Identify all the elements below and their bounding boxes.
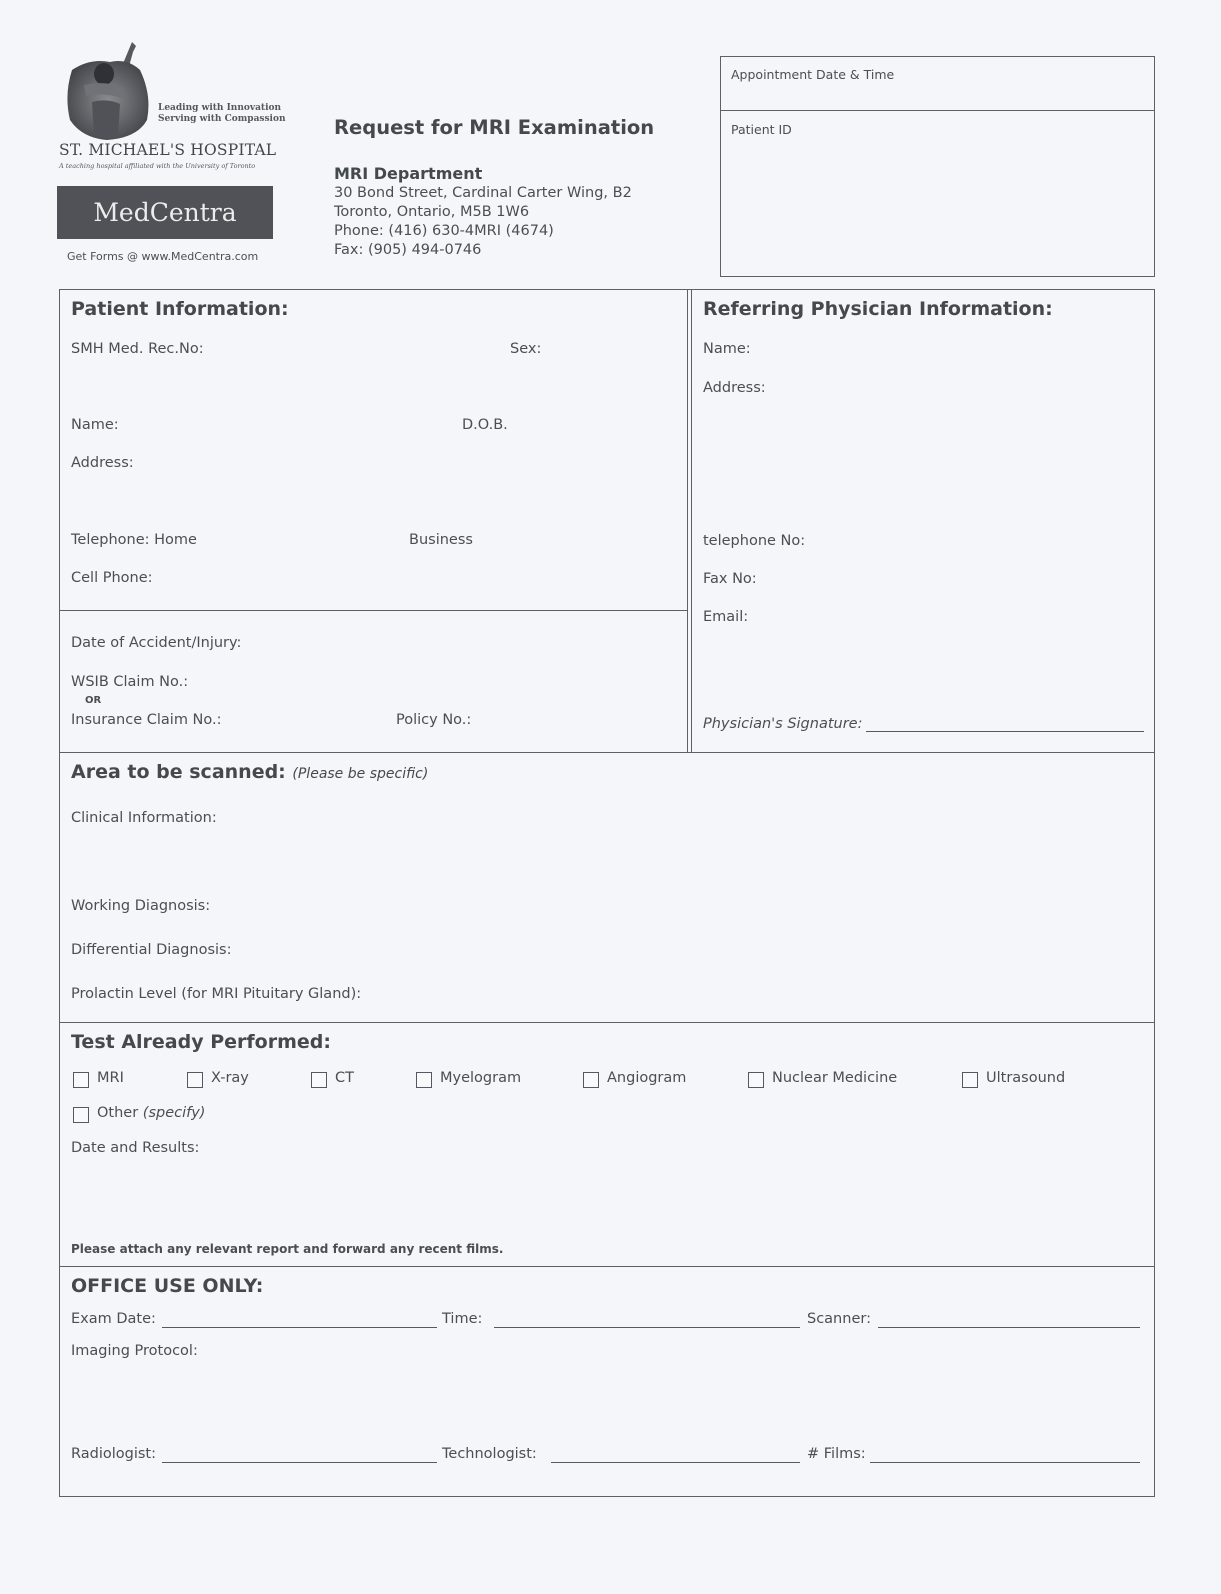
date-and-results-field[interactable] bbox=[200, 1136, 1145, 1226]
department-phone: Phone: (416) 630-4MRI (4674) bbox=[334, 223, 554, 239]
hospital-name: ST. MICHAEL'S HOSPITAL bbox=[59, 141, 277, 159]
appointment-date-time-field[interactable] bbox=[722, 88, 1152, 108]
ct-option-label: CT bbox=[335, 1070, 354, 1086]
myelogram-option-label: Myelogram bbox=[440, 1070, 522, 1086]
med-rec-no-label: SMH Med. Rec.No: bbox=[71, 341, 204, 357]
dob-field[interactable] bbox=[515, 413, 675, 435]
physician-address-label: Address: bbox=[703, 380, 766, 396]
working-diagnosis-label: Working Diagnosis: bbox=[71, 898, 211, 914]
form-title: Request for MRI Examination bbox=[334, 116, 655, 139]
or-label: OR bbox=[85, 695, 102, 706]
patient-id-field[interactable] bbox=[722, 142, 1152, 272]
physician-email-label: Email: bbox=[703, 609, 749, 625]
mri-option-label: MRI bbox=[97, 1070, 124, 1086]
physician-signature-line[interactable] bbox=[866, 731, 1144, 732]
dob-label: D.O.B. bbox=[462, 417, 508, 433]
department-address-line-1: 30 Bond Street, Cardinal Carter Wing, B2 bbox=[334, 185, 632, 201]
policy-no-label: Policy No.: bbox=[396, 712, 472, 728]
date-and-results-label: Date and Results: bbox=[71, 1140, 200, 1156]
physician-information-heading: Referring Physician Information: bbox=[703, 298, 1053, 320]
sex-field[interactable] bbox=[545, 338, 675, 360]
wsib-claim-label: WSIB Claim No.: bbox=[71, 674, 189, 690]
telephone-business-label: Business bbox=[409, 532, 473, 548]
sex-label: Sex: bbox=[510, 341, 542, 357]
insurance-claim-field[interactable] bbox=[230, 708, 390, 730]
tests-performed-heading: Test Already Performed: bbox=[71, 1031, 331, 1053]
insurance-claim-label: Insurance Claim No.: bbox=[71, 712, 222, 728]
physician-telephone-field[interactable] bbox=[812, 529, 1145, 551]
ultrasound-checkbox[interactable] bbox=[962, 1072, 978, 1088]
scanner-label: Scanner: bbox=[807, 1311, 871, 1327]
exam-date-line[interactable] bbox=[162, 1327, 437, 1328]
mri-checkbox[interactable] bbox=[73, 1072, 89, 1088]
patient-address-label: Address: bbox=[71, 455, 134, 471]
differential-diagnosis-label: Differential Diagnosis: bbox=[71, 942, 232, 958]
imaging-protocol-field[interactable] bbox=[205, 1339, 1145, 1429]
office-use-heading: OFFICE USE ONLY: bbox=[71, 1275, 264, 1297]
medcentra-banner: MedCentra bbox=[57, 186, 273, 239]
patient-name-label: Name: bbox=[71, 417, 119, 433]
area-scanned-field[interactable] bbox=[410, 760, 1145, 786]
xray-option-label: X-ray bbox=[211, 1070, 249, 1086]
med-rec-no-field[interactable] bbox=[215, 338, 495, 360]
area-scanned-hint: (Please be specific) bbox=[292, 766, 429, 782]
physician-email-field[interactable] bbox=[760, 605, 1145, 627]
time-label: Time: bbox=[442, 1311, 483, 1327]
physician-address-field[interactable] bbox=[770, 376, 1145, 506]
cell-phone-label: Cell Phone: bbox=[71, 570, 153, 586]
accident-date-field[interactable] bbox=[250, 631, 675, 653]
other-specify-hint: (specify) bbox=[142, 1105, 206, 1121]
radiologist-line[interactable] bbox=[162, 1462, 437, 1463]
nuclear-medicine-option-label: Nuclear Medicine bbox=[772, 1070, 898, 1086]
policy-no-field[interactable] bbox=[480, 708, 675, 730]
working-diagnosis-field[interactable] bbox=[220, 894, 1145, 916]
patient-information-heading: Patient Information: bbox=[71, 298, 289, 320]
physician-fax-label: Fax No: bbox=[703, 571, 757, 587]
ct-checkbox[interactable] bbox=[311, 1072, 327, 1088]
physician-telephone-label: telephone No: bbox=[703, 533, 806, 549]
technologist-line[interactable] bbox=[551, 1462, 800, 1463]
prolactin-level-field[interactable] bbox=[370, 982, 1145, 1004]
get-forms-link[interactable]: Get Forms @ www.MedCentra.com bbox=[67, 250, 259, 263]
accident-date-label: Date of Accident/Injury: bbox=[71, 635, 242, 651]
films-line[interactable] bbox=[870, 1462, 1140, 1463]
telephone-home-label: Telephone: Home bbox=[71, 532, 197, 548]
patient-id-label: Patient ID bbox=[731, 122, 792, 137]
attach-report-note: Please attach any relevant report and forward any recent films. bbox=[71, 1242, 504, 1256]
nuclear-medicine-checkbox[interactable] bbox=[748, 1072, 764, 1088]
imaging-protocol-label: Imaging Protocol: bbox=[71, 1343, 198, 1359]
other-checkbox[interactable] bbox=[73, 1107, 89, 1123]
appointment-date-time-label: Appointment Date & Time bbox=[731, 67, 895, 82]
patient-name-field[interactable] bbox=[125, 413, 455, 435]
physician-name-label: Name: bbox=[703, 341, 751, 357]
films-label: # Films: bbox=[807, 1446, 866, 1462]
telephone-business-field[interactable] bbox=[475, 528, 675, 550]
area-scanned-heading: Area to be scanned: (Please be specific) bbox=[71, 761, 429, 783]
other-option-label: Other (specify) bbox=[97, 1105, 206, 1121]
physician-signature-label: Physician's Signature: bbox=[703, 716, 863, 732]
department-name: MRI Department bbox=[334, 164, 483, 183]
exam-date-label: Exam Date: bbox=[71, 1311, 156, 1327]
physician-fax-field[interactable] bbox=[770, 567, 1145, 589]
time-line[interactable] bbox=[494, 1327, 800, 1328]
logo-tagline: Leading with Innovation Serving with Compassion bbox=[158, 103, 286, 124]
differential-diagnosis-field[interactable] bbox=[235, 938, 1145, 960]
department-address-line-2: Toronto, Ontario, M5B 1W6 bbox=[334, 204, 530, 220]
clinical-information-field[interactable] bbox=[225, 806, 1145, 876]
prolactin-level-label: Prolactin Level (for MRI Pituitary Gland): bbox=[71, 986, 362, 1002]
xray-checkbox[interactable] bbox=[187, 1072, 203, 1088]
clinical-information-label: Clinical Information: bbox=[71, 810, 217, 826]
radiologist-label: Radiologist: bbox=[71, 1446, 157, 1462]
hospital-affiliation: A teaching hospital affiliated with the University of Toronto bbox=[59, 162, 256, 170]
physician-name-field[interactable] bbox=[755, 337, 1145, 359]
scanner-line[interactable] bbox=[878, 1327, 1140, 1328]
telephone-home-field[interactable] bbox=[205, 528, 400, 550]
department-fax: Fax: (905) 494-0746 bbox=[334, 242, 482, 258]
angiogram-option-label: Angiogram bbox=[607, 1070, 687, 1086]
angel-statue-icon bbox=[62, 40, 152, 140]
wsib-claim-field[interactable] bbox=[200, 670, 675, 692]
angiogram-checkbox[interactable] bbox=[583, 1072, 599, 1088]
other-specify-field[interactable] bbox=[210, 1102, 1145, 1124]
patient-address-field[interactable] bbox=[140, 451, 675, 511]
myelogram-checkbox[interactable] bbox=[416, 1072, 432, 1088]
cell-phone-field[interactable] bbox=[160, 566, 675, 588]
technologist-label: Technologist: bbox=[442, 1446, 537, 1462]
ultrasound-option-label: Ultrasound bbox=[986, 1070, 1066, 1086]
